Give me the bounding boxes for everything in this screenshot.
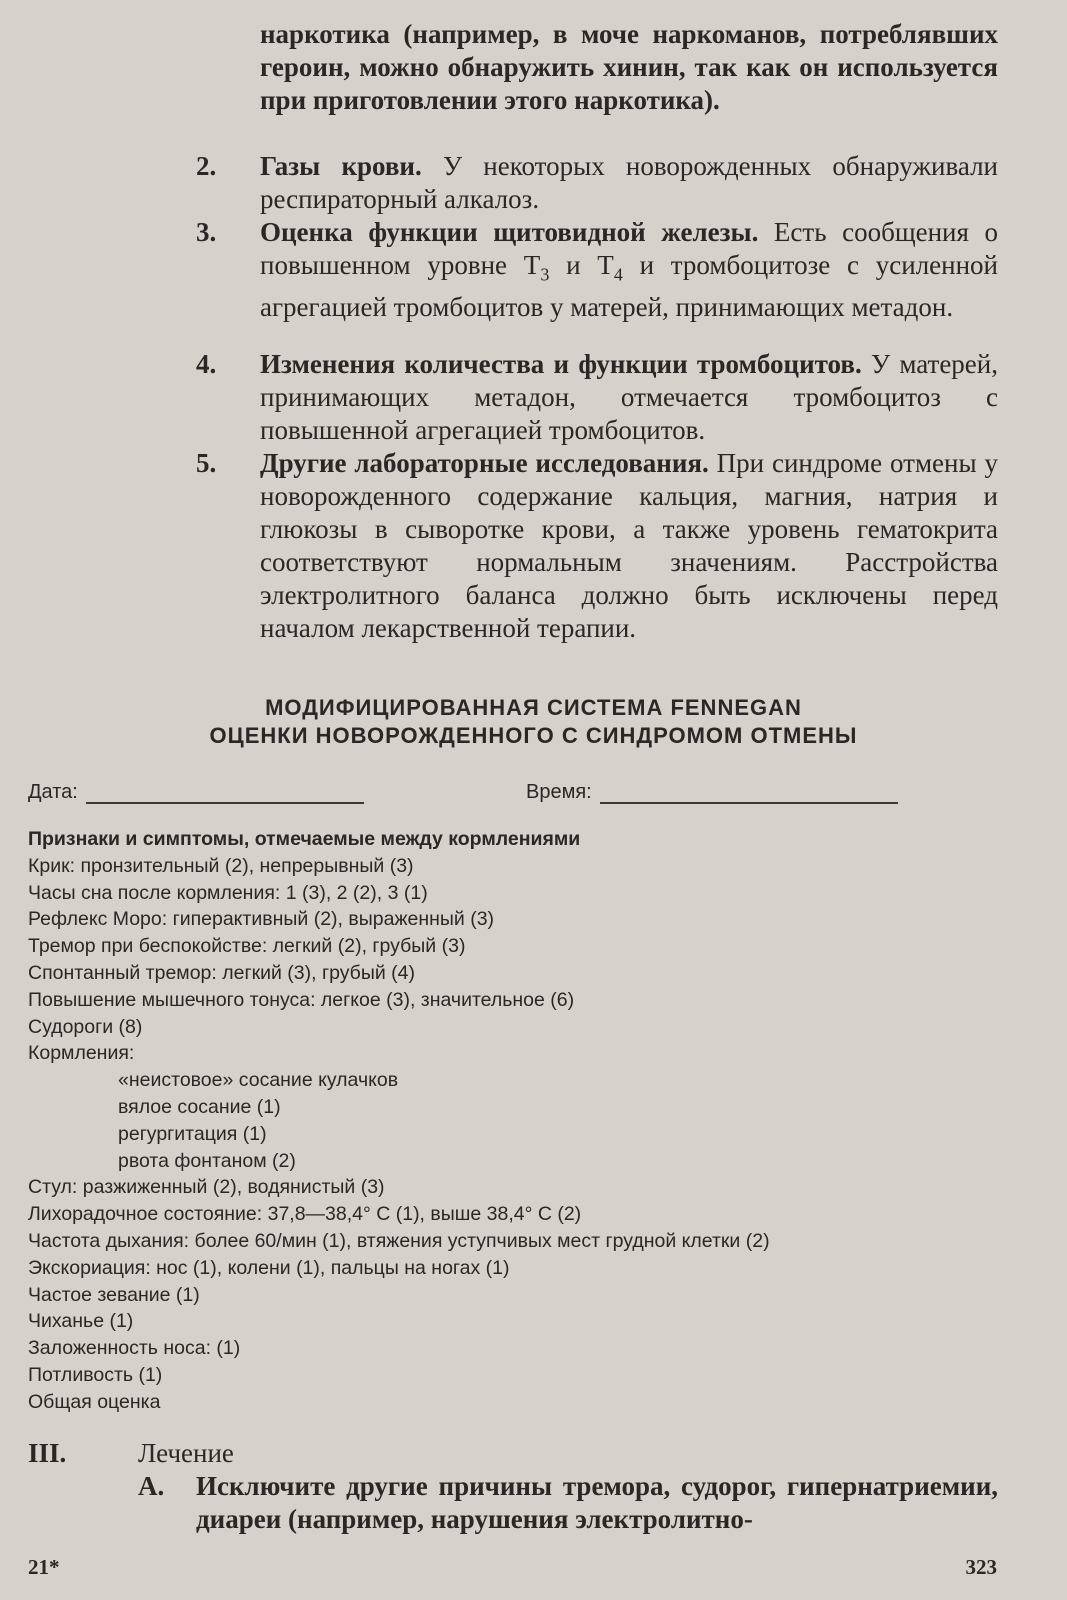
score-row: Повышение мышечного тонуса: легкое (3), значительное (6) [28,988,575,1011]
feeding-item: вялое сосание (1) [118,1095,281,1118]
score-title [0,694,1067,750]
list-number: 2. [196,151,217,181]
date-blank-line [86,780,364,804]
score-row: Стул: разжиженный (2), водянистый (3) [28,1176,385,1199]
list-item-heading: Изменения количества и функции тромбоцитов. [260,349,862,379]
list-item-5 [196,447,998,645]
list-item-3 [196,216,998,324]
list-number: 4. [196,349,217,379]
time-label: Время: [526,781,592,803]
feeding-item: рвота фонтаном (2) [118,1149,296,1172]
time-field [526,780,898,804]
list-item-2 [196,150,998,216]
score-title-line-2: ОЦЕНКИ НОВОРОЖДЕННОГО С СИНДРОМОМ ОТМЕНЫ [209,723,858,748]
score-title-line-1: МОДИФИЦИРОВАННАЯ СИСТЕМА FENNEGAN [265,695,802,720]
score-row: Судороги (8) [28,1015,143,1038]
list-number: 5. [196,448,217,478]
score-row: Рефлекс Моро: гиперактивный (2), выраженный (3) [28,908,495,931]
score-row: Часы сна после кормления: 1 (3), 2 (2), 3 (1) [28,881,428,904]
list-number: 3. [196,217,217,247]
list-item-heading: Другие лабораторные исследования. [260,448,709,478]
score-row: Частое зевание (1) [28,1283,200,1306]
time-blank-line [600,780,898,804]
score-row: Тремор при беспокойстве: легкий (2), грубый (3) [28,935,466,958]
score-header: Признаки и симптомы, отмечаемые между кормлениями [28,828,581,850]
subsection-letter: А. [138,1471,165,1501]
page-number: 323 [965,1555,997,1579]
subsection-text: Исключите другие причины тремора, судорог, гипернатриемии, диареи (например, нарушения электролитно- [196,1471,998,1534]
score-row: Лихорадочное состояние: 37,8—38,4° C (1), выше 38,4° C (2) [28,1203,582,1226]
feeding-item: регургитация (1) [118,1122,267,1145]
score-row: Экскориация: нос (1), колени (1), пальцы на ногах (1) [28,1256,510,1279]
signature-mark: 21* [28,1555,60,1579]
list-item-text: Есть сообщения о повышенном уровне $T_3$ и $T_4$ и тромбоцитозе с усиленной агрегацией тромбоцитов у матерей, принимающих метадон. [260,217,999,323]
score-row: Спонтанный тремор: легкий (3), грубый (4) [28,961,416,984]
list-item-heading: Газы крови. [260,151,422,181]
section-number: III. [28,1438,67,1468]
list-item-text: У матерей, принимающих метадон, отмечается тромбоцитоз с повышенной агрегацией тромбоцитов. [260,349,998,445]
score-list [28,826,1048,1416]
date-field [28,780,364,804]
score-row: Чиханье (1) [28,1310,134,1333]
date-label: Дата: [28,781,78,803]
list-item-heading: Оценка функции щитовидной железы. [260,217,759,247]
score-row: Кормления: [28,1042,135,1065]
list-item-4 [196,348,998,447]
list-item-text: У некоторых новорожденных обнаруживали респираторный алкалоз. [260,151,998,214]
score-row: Частота дыхания: более 60/мин (1), втяжения уступчивых мест грудной клетки (2) [28,1229,770,1252]
subsection-a [138,1470,998,1536]
score-row: Заложенность носа: (1) [28,1337,241,1360]
section-label: Лечение [138,1438,234,1468]
score-row: Потливость (1) [28,1363,163,1386]
score-row-total: Общая оценка [28,1390,161,1413]
score-row: Крик: пронзительный (2), непрерывный (3) [28,854,414,877]
continuation-paragraph: наркотика (например, в моче наркоманов, потреблявших героин, можно обнаружить хинин, так как он используется при приготовлении этого наркотика). [260,19,998,115]
list-item-text: При синдроме отмены у новорожденного содержание кальция, магния, натрия и глюкозы в сыворотке крови, а также уровень гематокрита соответствуют нормальным значениям. Расстройства электролитного баланса должно быть исключены перед началом лекарственной терапии. [260,448,998,643]
feeding-item: «неистовое» сосание кулачков [118,1069,399,1092]
